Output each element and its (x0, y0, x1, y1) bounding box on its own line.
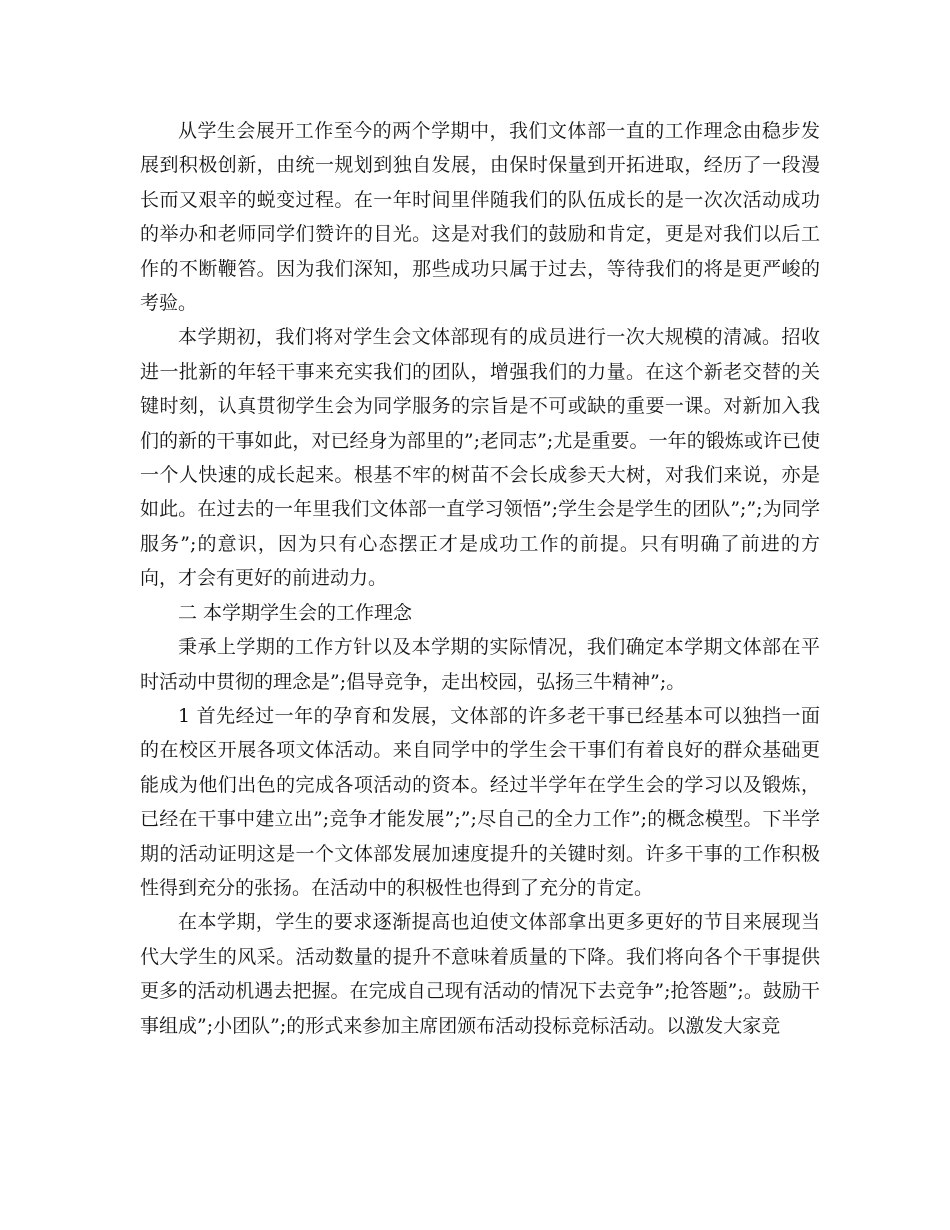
paragraph-3: 秉承上学期的工作方针以及本学期的实际情况，我们确定本学期文体部在平时活动中贯彻的理念是”;倡导竞争，走出校园，弘扬三牛精神”;。 (140, 636, 820, 693)
section-heading: 二 本学期学生会的工作理念 (178, 601, 413, 624)
paragraph-4: 1 首先经过一年的孕育和发展，文体部的许多老干事已经基本可以独挡一面的在校区开展各项文体活动。来自同学中的学生会干事们有着良好的群众基础更能成为他们出色的完成各项活动的资本。经过半学年在学生会的学习以及锻炼，已经在干事中建立出”;竞争才能发展”;”;尽自己的全力工作”;的概念模型。下半学期的活动证明这是一个文体部发展加速度提升的关键时刻。许多干事的工作积极性得到充分的张扬。在活动中的积极性也得到了充分的肯定。 (140, 704, 820, 899)
paragraph-1: 从学生会展开工作至今的两个学期中，我们文体部一直的工作理念由稳步发展到积极创新，由统一规划到独自发展，由保时保量到开拓进取，经历了一段漫长而又艰辛的蜕变过程。在一年时间里伴随我们的队伍成长的是一次次活动成功的举办和老师同学们赞许的目光。这是对我们的鼓励和肯定，更是对我们以后工作的不断鞭笞。因为我们深知，那些成功只属于过去，等待我们的将是更严峻的考验。 (140, 120, 820, 315)
document-body (140, 114, 820, 1043)
paragraph-2: 本学期初，我们将对学生会文体部现有的成员进行一次大规模的清减。招收进一批新的年轻干事来充实我们的团队，增强我们的力量。在这个新老交替的关键时刻，认真贯彻学生会为同学服务的宗旨是不可或缺的重要一课。对新加入我们的新的干事如此，对已经身为部里的”;老同志”;尤是重要。一年的锻炼或许已使一个人快速的成长起来。根基不牢的树苗不会长成参天大树，对我们来说，亦是如此。在过去的一年里我们文体部一直学习领悟”;学生会是学生的团队”;”;为同学服务”;的意识，因为只有心态摆正才是成功工作的前提。只有明确了前进的方向，才会有更好的前进动力。 (140, 326, 820, 590)
paragraph-5: 在本学期，学生的要求逐渐提高也迫使文体部拿出更多更好的节目来展现当代大学生的风采。活动数量的提升不意味着质量的下降。我们将向各个干事提供更多的活动机遇去把握。在完成自己现有活动的情况下去竞争”;抢答题”;。鼓励干事组成”;小团队”;的形式来参加主席团颁布活动投标竞标活动。以激发大家竞 (140, 911, 820, 1037)
